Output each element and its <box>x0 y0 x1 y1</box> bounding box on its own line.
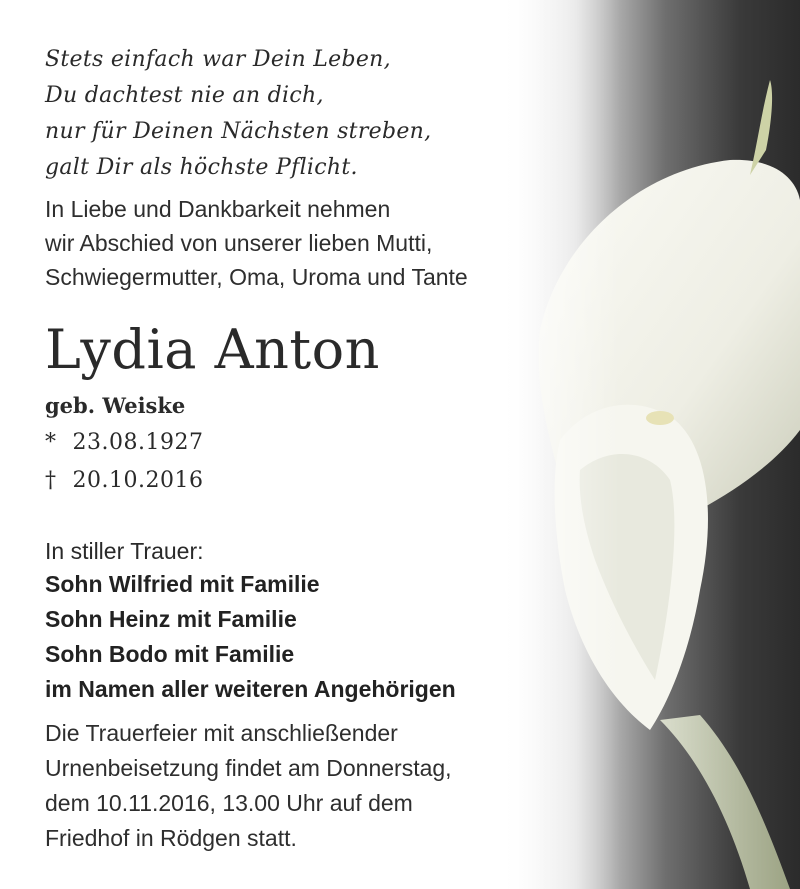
mourner-line: Sohn Bodo mit Familie <box>45 641 295 667</box>
maiden-name: geb. Weiske <box>45 393 186 418</box>
mourning-intro: In stiller Trauer: <box>45 538 204 564</box>
death-date-line <box>45 466 203 496</box>
mourners-list <box>45 567 456 707</box>
ceremony-line: Friedhof in Rödgen statt. <box>45 825 297 851</box>
intro-line: Schwiegermutter, Oma, Uroma und Tante <box>45 264 468 290</box>
birth-symbol: * <box>45 430 57 455</box>
ceremony-line: dem 10.11.2016, 13.00 Uhr auf dem <box>45 790 413 816</box>
farewell-intro <box>45 192 468 294</box>
calla-lily-image <box>500 0 800 889</box>
death-date: 20.10.2016 <box>72 468 204 493</box>
poem-line: nur für Deinen Nächsten streben, <box>45 119 432 144</box>
ceremony-line: Urnenbeisetzung findet am Donnerstag, <box>45 755 452 781</box>
poem-line: Stets einfach war Dein Leben, <box>45 47 391 72</box>
birth-date: 23.08.1927 <box>72 430 204 455</box>
calla-lily-icon <box>500 0 800 889</box>
mourner-line: Sohn Wilfried mit Familie <box>45 571 320 597</box>
intro-line: wir Abschied von unserer lieben Mutti, <box>45 230 433 256</box>
intro-line: In Liebe und Dankbarkeit nehmen <box>45 196 391 222</box>
poem-line: galt Dir als höchste Pflicht. <box>45 155 358 180</box>
ceremony-line: Die Trauerfeier mit anschließender <box>45 720 398 746</box>
deceased-name: Lydia Anton <box>45 318 380 381</box>
mourner-line: Sohn Heinz mit Familie <box>45 606 297 632</box>
mourner-line: im Namen aller weiteren Angehörigen <box>45 676 456 702</box>
poem-line: Du dachtest nie an dich, <box>45 83 324 108</box>
ceremony-info <box>45 716 452 856</box>
cross-icon: † <box>45 468 57 493</box>
poem <box>45 42 431 186</box>
birth-date-line <box>45 428 203 458</box>
